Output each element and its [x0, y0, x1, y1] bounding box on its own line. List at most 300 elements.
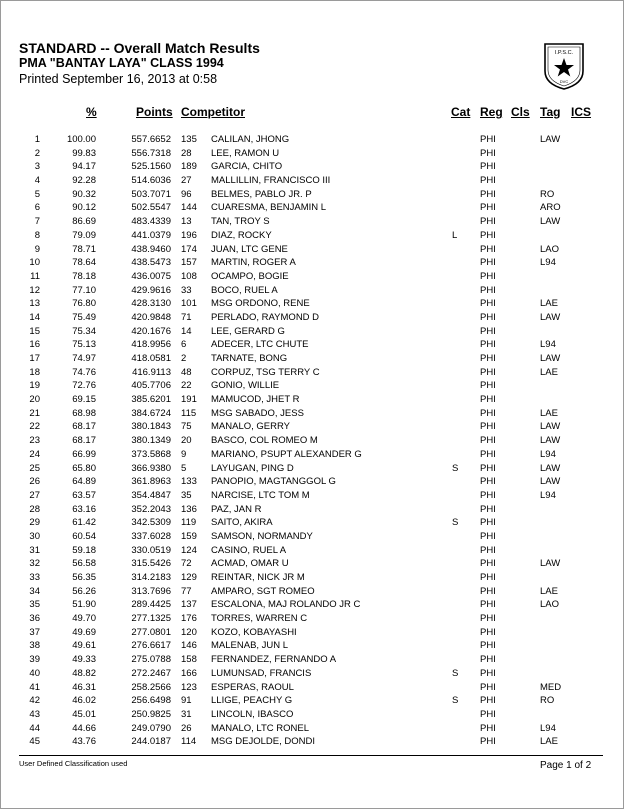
competitor-number-cell: 33 [181, 284, 192, 296]
points-cell: 418.9956 [131, 339, 171, 351]
competitor-name-cell: LEE, GERARD G [211, 325, 285, 337]
place-cell: 24 [29, 448, 40, 460]
table-row [0, 407, 622, 421]
table-row [0, 475, 622, 489]
table-row [0, 735, 622, 749]
percent-cell: 59.18 [72, 544, 96, 556]
percent-cell: 68.98 [72, 407, 96, 419]
competitor-number-cell: 174 [181, 243, 197, 255]
percent-cell: 49.61 [72, 640, 96, 652]
region-cell: PHI [480, 708, 496, 720]
competitor-number-cell: 176 [181, 613, 197, 625]
region-cell: PHI [480, 257, 496, 269]
percent-cell: 65.80 [72, 462, 96, 474]
competitor-name-cell: ADECER, LTC CHUTE [211, 339, 309, 351]
table-row [0, 722, 622, 736]
competitor-number-cell: 123 [181, 681, 197, 693]
competitor-name-cell: MAMUCOD, JHET R [211, 394, 300, 406]
percent-cell: 60.54 [72, 530, 96, 542]
percent-cell: 66.99 [72, 448, 96, 460]
points-cell: 373.5868 [131, 448, 171, 460]
percent-cell: 100.00 [66, 134, 96, 145]
region-cell: PHI [480, 325, 496, 337]
column-header-reg: Reg [480, 105, 503, 119]
competitor-number-cell: 35 [181, 489, 192, 501]
table-row [0, 229, 622, 243]
points-cell: 244.0187 [131, 736, 171, 748]
competitor-name-cell: KOZO, KOBAYASHI [211, 626, 297, 638]
competitor-name-cell: OCAMPO, BOGIE [211, 270, 289, 282]
table-row [0, 667, 622, 681]
percent-cell: 90.32 [72, 188, 96, 200]
category-cell: L [452, 229, 458, 241]
points-cell: 366.9380 [131, 462, 171, 474]
place-cell: 21 [29, 407, 40, 419]
tag-cell: L94 [540, 448, 556, 460]
percent-cell: 99.83 [72, 147, 96, 159]
tag-cell: L94 [540, 489, 556, 501]
competitor-number-cell: 159 [181, 530, 197, 542]
report-title: STANDARD -- Overall Match Results [19, 40, 260, 56]
table-row [0, 174, 622, 188]
place-cell: 27 [29, 489, 40, 501]
percent-cell: 78.71 [72, 243, 96, 255]
competitor-number-cell: 96 [181, 188, 192, 200]
competitor-name-cell: LUMUNSAD, FRANCIS [211, 667, 312, 679]
tag-cell: LAW [540, 216, 561, 228]
table-row [0, 352, 622, 366]
place-cell: 13 [29, 298, 40, 310]
percent-cell: 92.28 [72, 175, 96, 187]
competitor-number-cell: 13 [181, 216, 192, 228]
competitor-name-cell: BELMES, PABLO JR. P [211, 188, 312, 200]
footer-divider [19, 755, 603, 756]
competitor-number-cell: 129 [181, 572, 197, 583]
points-cell: 354.4847 [131, 489, 171, 501]
region-cell: PHI [480, 229, 496, 241]
points-cell: 313.7696 [131, 585, 171, 597]
competitor-name-cell: LAYUGAN, PING D [211, 462, 294, 474]
region-cell: PHI [480, 216, 496, 228]
place-cell: 1 [34, 134, 40, 145]
table-row [0, 708, 622, 722]
competitor-name-cell: REINTAR, NICK JR M [211, 572, 305, 583]
competitor-number-cell: 114 [181, 736, 197, 748]
place-cell: 14 [29, 311, 40, 323]
region-cell: PHI [480, 503, 496, 515]
category-cell: S [452, 462, 459, 474]
tag-cell: LAE [540, 736, 558, 748]
points-cell: 277.0801 [131, 626, 171, 638]
competitor-name-cell: CUARESMA, BENJAMIN L [211, 202, 327, 214]
region-cell: PHI [480, 654, 496, 666]
table-row [0, 557, 622, 571]
percent-cell: 44.66 [72, 722, 96, 734]
competitor-name-cell: MALENAB, JUN L [211, 640, 289, 652]
competitor-name-cell: MALLILLIN, FRANCISCO III [211, 175, 331, 187]
region-cell: PHI [480, 572, 496, 583]
points-cell: 380.1843 [131, 421, 171, 433]
competitor-name-cell: BOCO, RUEL A [211, 284, 278, 296]
competitor-number-cell: 157 [181, 257, 197, 269]
table-row [0, 639, 622, 653]
table-row [0, 379, 622, 393]
category-cell: S [452, 695, 459, 707]
competitor-name-cell: MSG SABADO, JESS [211, 407, 304, 419]
competitor-name-cell: PERLADO, RAYMOND D [211, 311, 320, 323]
points-cell: 514.6036 [131, 175, 171, 187]
competitor-number-cell: 158 [181, 654, 197, 666]
competitor-name-cell: ACMAD, OMAR U [211, 558, 289, 570]
competitor-number-cell: 14 [181, 325, 192, 337]
place-cell: 19 [29, 380, 40, 392]
table-row [0, 598, 622, 612]
points-cell: 380.1349 [131, 435, 171, 447]
place-cell: 22 [29, 421, 40, 433]
percent-cell: 49.69 [72, 626, 96, 638]
percent-cell: 61.42 [72, 517, 96, 529]
points-cell: 420.9848 [131, 311, 171, 323]
table-row [0, 612, 622, 626]
points-cell: 436.0075 [131, 270, 171, 282]
competitor-number-cell: 101 [181, 298, 197, 310]
place-cell: 7 [34, 216, 40, 228]
place-cell: 20 [29, 394, 40, 406]
competitor-number-cell: 2 [181, 353, 187, 364]
place-cell: 40 [29, 667, 40, 679]
table-row [0, 503, 622, 517]
percent-cell: 68.17 [72, 421, 96, 433]
competitor-name-cell: TAN, TROY S [211, 216, 270, 228]
place-cell: 26 [29, 476, 40, 488]
place-cell: 33 [29, 572, 40, 583]
percent-cell: 75.49 [72, 311, 96, 323]
percent-cell: 75.13 [72, 339, 96, 351]
percent-cell: 56.26 [72, 585, 96, 597]
region-cell: PHI [480, 626, 496, 638]
competitor-number-cell: 115 [181, 407, 197, 419]
column-header-cls: Cls [511, 105, 530, 119]
points-cell: 502.5547 [131, 202, 171, 214]
region-cell: PHI [480, 407, 496, 419]
column-header-points: Points [136, 105, 173, 119]
place-cell: 10 [29, 257, 40, 269]
points-cell: 525.1560 [131, 161, 171, 173]
competitor-number-cell: 144 [181, 202, 197, 214]
competitor-name-cell: MANALO, LTC RONEL [211, 722, 310, 734]
region-cell: PHI [480, 394, 496, 406]
region-cell: PHI [480, 667, 496, 679]
tag-cell: ARO [540, 202, 561, 214]
competitor-name-cell: CALILAN, JHONG [211, 134, 290, 145]
region-cell: PHI [480, 175, 496, 187]
place-cell: 3 [34, 161, 40, 173]
place-cell: 25 [29, 462, 40, 474]
competitor-name-cell: ESCALONA, MAJ ROLANDO JR C [211, 599, 361, 611]
points-cell: 420.1676 [131, 325, 171, 337]
points-cell: 384.6724 [131, 407, 171, 419]
place-cell: 35 [29, 599, 40, 611]
region-cell: PHI [480, 298, 496, 310]
points-cell: 405.7706 [131, 380, 171, 392]
table-row [0, 653, 622, 667]
place-cell: 11 [30, 270, 40, 282]
points-cell: 337.6028 [131, 530, 171, 542]
table-row [0, 243, 622, 257]
place-cell: 38 [29, 640, 40, 652]
place-cell: 5 [34, 188, 40, 200]
page-number: Page 1 of 2 [540, 760, 592, 771]
tag-cell: L94 [540, 257, 556, 269]
points-cell: 272.2467 [131, 667, 171, 679]
place-cell: 15 [29, 325, 40, 337]
place-cell: 36 [29, 613, 40, 625]
table-row [0, 571, 622, 585]
competitor-name-cell: GARCIA, CHITO [211, 161, 283, 173]
percent-cell: 64.89 [72, 476, 96, 488]
table-row [0, 311, 622, 325]
points-cell: 441.0379 [131, 229, 171, 241]
region-cell: PHI [480, 147, 496, 159]
table-row [0, 544, 622, 558]
percent-cell: 74.76 [72, 366, 96, 378]
printed-date: Printed September 16, 2013 at 0:58 [19, 72, 218, 86]
percent-cell: 51.90 [72, 599, 96, 611]
place-cell: 31 [29, 544, 40, 556]
tag-cell: RO [540, 188, 555, 200]
percent-cell: 45.01 [72, 708, 96, 720]
competitor-name-cell: SAMSON, NORMANDY [211, 530, 313, 542]
table-row [0, 462, 622, 476]
region-cell: PHI [480, 353, 496, 364]
points-cell: 385.6201 [131, 394, 171, 406]
region-cell: PHI [480, 339, 496, 351]
region-cell: PHI [480, 188, 496, 200]
region-cell: PHI [480, 517, 496, 529]
percent-cell: 43.76 [72, 736, 96, 748]
region-cell: PHI [480, 311, 496, 323]
competitor-name-cell: MSG DEJOLDE, DONDI [211, 736, 315, 748]
region-cell: PHI [480, 134, 496, 145]
place-cell: 16 [29, 339, 40, 351]
region-cell: PHI [480, 599, 496, 611]
percent-cell: 94.17 [72, 161, 96, 173]
ipsc-logo-icon [541, 41, 587, 91]
competitor-name-cell: PAZ, JAN R [211, 503, 262, 515]
percent-cell: 86.69 [72, 216, 96, 228]
table-row [0, 284, 622, 298]
percent-cell: 68.17 [72, 435, 96, 447]
percent-cell: 56.58 [72, 558, 96, 570]
place-cell: 30 [29, 530, 40, 542]
percent-cell: 63.16 [72, 503, 96, 515]
tag-cell: LAW [540, 435, 561, 447]
competitor-number-cell: 136 [181, 503, 197, 515]
percent-cell: 49.70 [72, 613, 96, 625]
tag-cell: L94 [540, 339, 556, 351]
competitor-name-cell: BASCO, COL ROMEO M [211, 435, 318, 447]
points-cell: 256.6498 [131, 695, 171, 707]
tag-cell: LAE [540, 298, 558, 310]
percent-cell: 56.35 [72, 572, 96, 583]
points-cell: 438.5473 [131, 257, 171, 269]
table-row [0, 626, 622, 640]
competitor-name-cell: TORRES, WARREN C [211, 613, 308, 625]
tag-cell: L94 [540, 722, 556, 734]
region-cell: PHI [480, 736, 496, 748]
table-row [0, 516, 622, 530]
points-cell: 428.3130 [131, 298, 171, 310]
tag-cell: LAO [540, 243, 560, 255]
competitor-name-cell: FERNANDEZ, FERNANDO A [211, 654, 337, 666]
competitor-number-cell: 196 [181, 229, 197, 241]
table-row [0, 256, 622, 270]
place-cell: 28 [29, 503, 40, 515]
region-cell: PHI [480, 243, 496, 255]
column-header-tag: Tag [540, 105, 561, 119]
competitor-number-cell: 166 [181, 667, 197, 679]
points-cell: 429.9616 [131, 284, 171, 296]
tag-cell: LAE [540, 585, 558, 597]
table-row [0, 530, 622, 544]
percent-cell: 79.09 [72, 229, 96, 241]
points-cell: 276.6617 [131, 640, 171, 652]
place-cell: 29 [29, 517, 40, 529]
competitor-number-cell: 5 [181, 462, 187, 474]
points-cell: 275.0788 [131, 654, 171, 666]
tag-cell: RO [540, 695, 555, 707]
competitor-number-cell: 9 [181, 448, 187, 460]
column-header-percent: % [86, 105, 97, 119]
competitor-name-cell: MSG ORDONO, RENE [211, 298, 310, 310]
percent-cell: 77.10 [72, 284, 96, 296]
points-cell: 342.5309 [131, 517, 171, 529]
table-row [0, 694, 622, 708]
percent-cell: 46.02 [72, 695, 96, 707]
table-row [0, 270, 622, 284]
percent-cell: 72.76 [72, 380, 96, 392]
region-cell: PHI [480, 640, 496, 652]
region-cell: PHI [480, 613, 496, 625]
region-cell: PHI [480, 380, 496, 392]
competitor-number-cell: 77 [181, 585, 192, 597]
percent-cell: 90.12 [72, 202, 96, 214]
place-cell: 2 [34, 147, 40, 159]
points-cell: 483.4339 [131, 216, 171, 228]
competitor-number-cell: 119 [181, 517, 197, 529]
competitor-name-cell: NARCISE, LTC TOM M [211, 489, 310, 501]
table-row [0, 681, 622, 695]
percent-cell: 78.18 [72, 270, 96, 282]
column-header-ics: ICS [571, 105, 592, 119]
competitor-name-cell: AMPARO, SGT ROMEO [211, 585, 315, 597]
competitor-name-cell: JUAN, LTC GENE [211, 243, 288, 255]
tag-cell: LAW [540, 134, 561, 145]
competitor-name-cell: LLIGE, PEACHY G [211, 695, 293, 707]
region-cell: PHI [480, 558, 496, 570]
table-row [0, 338, 622, 352]
points-cell: 249.0790 [131, 722, 171, 734]
tag-cell: LAW [540, 462, 561, 474]
competitor-number-cell: 27 [181, 175, 192, 187]
place-cell: 43 [29, 708, 40, 720]
tag-cell: LAW [540, 558, 561, 570]
points-cell: 314.2183 [131, 572, 171, 583]
logo-lettering: I.P.S.C. [554, 50, 574, 56]
region-cell: PHI [480, 695, 496, 707]
competitor-number-cell: 137 [181, 599, 197, 611]
competitor-number-cell: 124 [181, 544, 197, 556]
competitor-name-cell: MANALO, GERRY [211, 421, 291, 433]
category-cell: S [452, 517, 459, 529]
region-cell: PHI [480, 544, 496, 556]
place-cell: 8 [34, 229, 40, 241]
svg-text:DVC: DVC [559, 79, 569, 84]
competitor-name-cell: PANOPIO, MAGTANGGOL G [211, 476, 336, 488]
table-row [0, 585, 622, 599]
points-cell: 315.5426 [131, 558, 171, 570]
results-table [0, 133, 622, 749]
match-name: PMA "BANTAY LAYA" CLASS 1994 [19, 56, 224, 70]
percent-cell: 46.31 [72, 681, 96, 693]
competitor-number-cell: 6 [181, 339, 187, 351]
competitor-number-cell: 72 [181, 558, 192, 570]
tag-cell: MED [540, 681, 562, 693]
place-cell: 4 [34, 175, 40, 187]
tag-cell: LAW [540, 476, 561, 488]
region-cell: PHI [480, 284, 496, 296]
tag-cell: LAO [540, 599, 560, 611]
points-cell: 503.7071 [131, 188, 171, 200]
place-cell: 32 [29, 558, 40, 570]
table-row [0, 420, 622, 434]
competitor-number-cell: 108 [181, 270, 197, 282]
place-cell: 17 [29, 353, 40, 364]
percent-cell: 63.57 [72, 489, 96, 501]
points-cell: 250.9825 [131, 708, 171, 720]
competitor-number-cell: 26 [181, 722, 192, 734]
table-row [0, 160, 622, 174]
column-header-competitor: Competitor [181, 105, 245, 119]
table-row [0, 297, 622, 311]
percent-cell: 75.34 [72, 325, 96, 337]
points-cell: 277.1325 [131, 613, 171, 625]
table-row [0, 393, 622, 407]
region-cell: PHI [480, 476, 496, 488]
table-row [0, 215, 622, 229]
points-cell: 557.6652 [131, 134, 171, 145]
tag-cell: LAW [540, 311, 561, 323]
region-cell: PHI [480, 722, 496, 734]
points-cell: 416.9113 [132, 366, 171, 378]
points-cell: 352.2043 [131, 503, 171, 515]
competitor-name-cell: LINCOLN, IBASCO [211, 708, 294, 720]
table-row [0, 366, 622, 380]
points-cell: 330.0519 [131, 544, 171, 556]
tag-cell: LAW [540, 421, 561, 433]
competitor-name-cell: CORPUZ, TSG TERRY C [211, 366, 320, 378]
competitor-number-cell: 28 [181, 147, 192, 159]
tag-cell: LAW [540, 353, 561, 364]
percent-cell: 69.15 [72, 394, 96, 406]
place-cell: 34 [29, 585, 40, 597]
classification-note: User Defined Classification used [19, 759, 128, 768]
percent-cell: 48.82 [72, 667, 96, 679]
category-cell: S [452, 667, 459, 679]
table-row [0, 201, 622, 215]
table-row [0, 147, 622, 161]
percent-cell: 76.80 [72, 298, 96, 310]
